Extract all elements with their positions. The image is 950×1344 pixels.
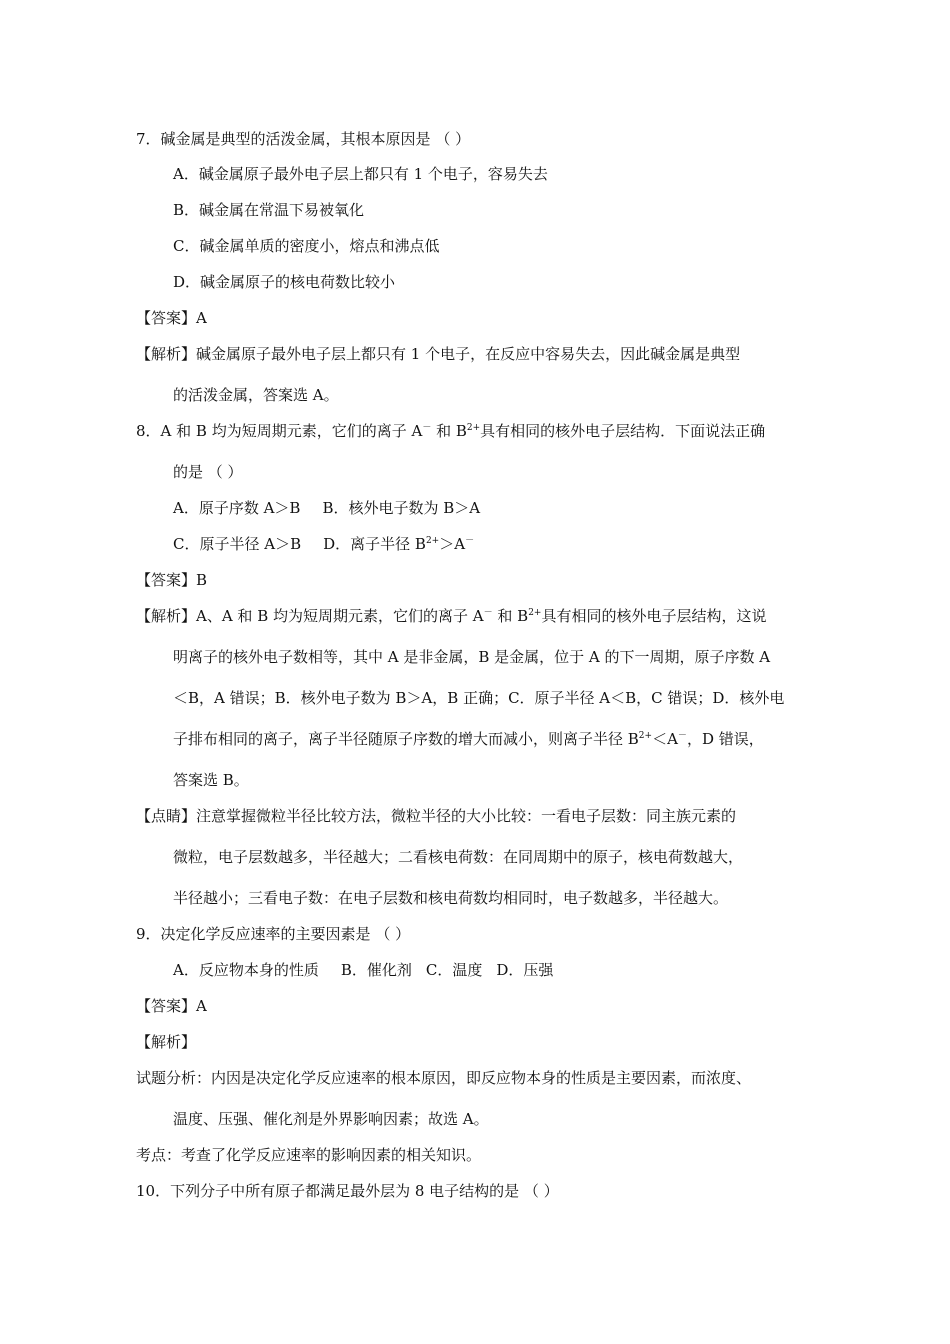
superscript-2plus: 2+ (638, 731, 653, 741)
q8-tip-line2: 微粒，电子层数越多，半径越大；二看核电荷数：在同周期中的原子，核电荷数越大， (173, 848, 744, 866)
q9-option-d: D．压强 (496, 961, 554, 979)
superscript-minus: － (483, 608, 493, 618)
q9-option-a: A．反应物本身的性质 (173, 961, 319, 979)
q8-analysis-line4 (173, 729, 764, 749)
q8-analysis-line5: 答案选 B。 (173, 771, 249, 789)
q8-option-d-tail: ＞A (439, 535, 466, 553)
superscript-minus: － (422, 423, 432, 433)
q8-analysis-line4-part3: ，D 错误， (686, 730, 764, 748)
q8-analysis-line2: 明离子的核外电子数相等，其中 A 是非金属，B 是金属，位于 A 的下一周期，原子序数 A (173, 648, 771, 666)
q7-analysis-line2: 的活泼金属，答案选 A。 (173, 386, 339, 404)
q9-option-c: C．温度 (425, 961, 483, 979)
q8-stem-part2: 和 B (431, 422, 467, 440)
q8-stem-line2: 的是 （ ） (173, 463, 243, 481)
superscript-2plus: 2+ (425, 536, 440, 546)
q9-analysis-line1: 试题分析：内因是决定化学反应速率的根本原因，即反应物本身的性质是主要因素，而浓度、 (136, 1069, 752, 1087)
q9-answer: 【答案】A (136, 997, 207, 1015)
q9-stem: 9．决定化学反应速率的主要因素是 （ ） (136, 925, 411, 943)
q7-analysis-line1: 【解析】碱金属原子最外电子层上都只有 1 个电子，在反应中容易失去，因此碱金属是典型 (136, 345, 741, 363)
q8-tip-line1: 【点睛】注意掌握微粒半径比较方法，微粒半径的大小比较：一看电子层数：同主族元素的 (136, 807, 737, 825)
q7-option-c: C．碱金属单质的密度小，熔点和沸点低 (173, 237, 440, 255)
q8-analysis-line4-part2: ＜A (652, 730, 678, 748)
q8-analysis-line3: ＜B，A 错误；B．核外电子数为 B＞A，B 正确；C．原子半径 A＜B，C 错误；D．核外电 (173, 689, 785, 707)
q8-answer: 【答案】B (136, 571, 208, 589)
superscript-2plus: 2+ (466, 423, 481, 433)
q8-analysis-line1 (136, 606, 766, 626)
q8-analysis-line4-part1: 子排布相同的离子，离子半径随原子序数的增大而减小，则离子半径 B (173, 730, 639, 748)
q7-stem: 7．碱金属是典型的活泼金属，其根本原因是 （ ） (136, 130, 471, 148)
superscript-minus: － (465, 536, 475, 546)
superscript-2plus: 2+ (528, 608, 542, 618)
q8-option-a: A．原子序数 A＞B (173, 499, 301, 517)
q7-option-d: D．碱金属原子的核电荷数比较小 (173, 273, 396, 291)
q8-options-row2 (173, 534, 474, 554)
q9-options (173, 960, 553, 980)
q7-option-a: A．碱金属原子最外电子层上都只有 1 个电子，容易失去 (173, 165, 548, 183)
q8-analysis-part1: 【解析】A、A 和 B 均为短周期元素，它们的离子 A (136, 607, 484, 625)
q8-option-d: D．离子半径 B (323, 535, 426, 553)
q8-options-row1 (173, 498, 480, 518)
q8-option-b: B．核外电子数为 B＞A (322, 499, 481, 517)
q8-stem-part3: 具有相同的核外电子层结构．下面说法正确 (480, 422, 766, 440)
q9-analysis-label: 【解析】 (136, 1033, 197, 1051)
q8-analysis-part2: 和 B (492, 607, 529, 625)
q8-tip-line3: 半径越小；三看电子数：在电子层数和核电荷数均相同时，电子数越多，半径越大。 (173, 889, 729, 907)
q8-option-c: C．原子半径 A＞B (173, 535, 302, 553)
q9-option-b: B．催化剂 (340, 961, 412, 979)
superscript-minus: － (677, 731, 687, 741)
q9-kaodian: 考点：考查了化学反应速率的影响因素的相关知识。 (136, 1146, 482, 1164)
q8-stem-part1: 8．A 和 B 均为短周期元素，它们的离子 A (136, 422, 423, 440)
q8-stem-line1 (136, 421, 765, 441)
q7-option-b: B．碱金属在常温下易被氧化 (173, 201, 365, 219)
q7-answer: 【答案】A (136, 309, 207, 327)
q9-analysis-line2: 温度、压强、催化剂是外界影响因素；故选 A。 (173, 1110, 489, 1128)
q10-stem: 10．下列分子中所有原子都满足最外层为 8 电子结构的是 （ ） (136, 1182, 559, 1200)
q8-analysis-part3: 具有相同的核外电子层结构，这说 (541, 607, 767, 625)
